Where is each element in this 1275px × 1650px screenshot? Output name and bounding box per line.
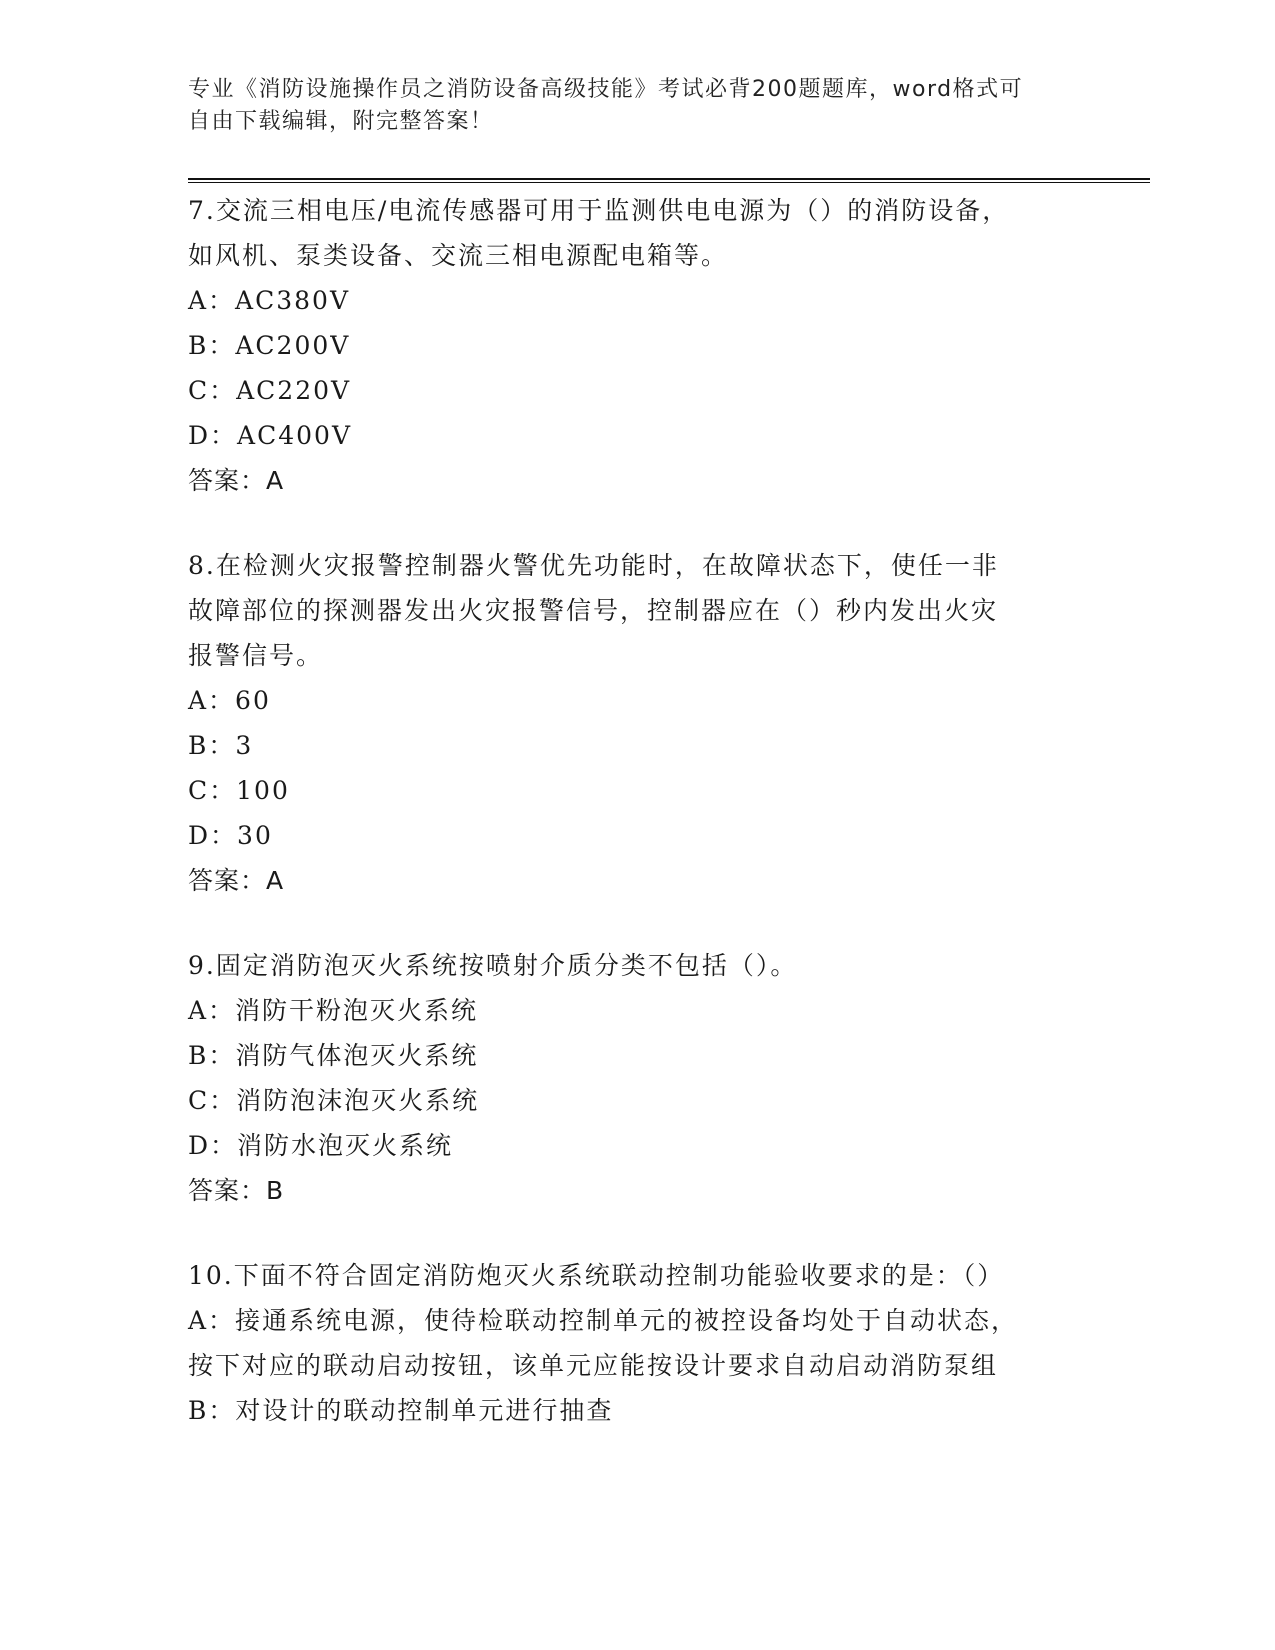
question-8 — [188, 543, 1088, 903]
question-stem-line: 10.下面不符合固定消防炮灭火系统联动控制功能验收要求的是：（） — [188, 1261, 1005, 1290]
option-a: A：接通系统电源，使待检联动控制单元的被控设备均处于自动状态， — [188, 1306, 1019, 1335]
question-stem-line: 报警信号。 — [188, 641, 324, 670]
option-c: C：AC220V — [188, 376, 352, 405]
option-d: D：消防水泡灭火系统 — [188, 1131, 454, 1160]
option-a: A：消防干粉泡灭火系统 — [188, 996, 479, 1025]
header-divider — [188, 178, 1150, 183]
option-a-continued: 按下对应的联动启动按钮，该单元应能按设计要求自动启动消防泵组 — [188, 1351, 999, 1380]
question-stem-line: 故障部位的探测器发出火灾报警信号，控制器应在（）秒内发出火灾 — [188, 596, 999, 625]
option-d: D：30 — [188, 821, 273, 850]
question-7 — [188, 188, 1088, 503]
question-stem-line: 如风机、泵类设备、交流三相电源配电箱等。 — [188, 241, 729, 270]
option-c: C：消防泡沫泡灭火系统 — [188, 1086, 480, 1115]
option-b: B：3 — [188, 731, 254, 760]
answer: 答案：B — [188, 1176, 285, 1205]
question-stem-line: 7.交流三相电压/电流传感器可用于监测供电电源为（）的消防设备， — [188, 196, 1010, 225]
header-line-1: 专业《消防设施操作员之消防设备高级技能》考试必背200题题库，word格式可 — [188, 77, 1024, 102]
answer: 答案：A — [188, 466, 285, 495]
question-stem-line: 9.固定消防泡灭火系统按喷射介质分类不包括（）。 — [188, 951, 798, 980]
question-stem-line: 8.在检测火灾报警控制器火警优先功能时，在故障状态下，使任一非 — [188, 551, 999, 580]
question-10 — [188, 1253, 1088, 1433]
option-c: C：100 — [188, 776, 290, 805]
header-line-2: 自由下载编辑，附完整答案！ — [188, 109, 494, 134]
option-b: B：对设计的联动控制单元进行抽查 — [188, 1396, 614, 1425]
option-a: A：AC380V — [188, 286, 351, 315]
option-b: B：AC200V — [188, 331, 351, 360]
document-header — [188, 74, 1068, 138]
option-a: A：60 — [188, 686, 271, 715]
question-list — [188, 188, 1088, 1473]
option-d: D：AC400V — [188, 421, 352, 450]
question-9 — [188, 943, 1088, 1213]
answer: 答案：A — [188, 866, 285, 895]
option-b: B：消防气体泡灭火系统 — [188, 1041, 479, 1070]
